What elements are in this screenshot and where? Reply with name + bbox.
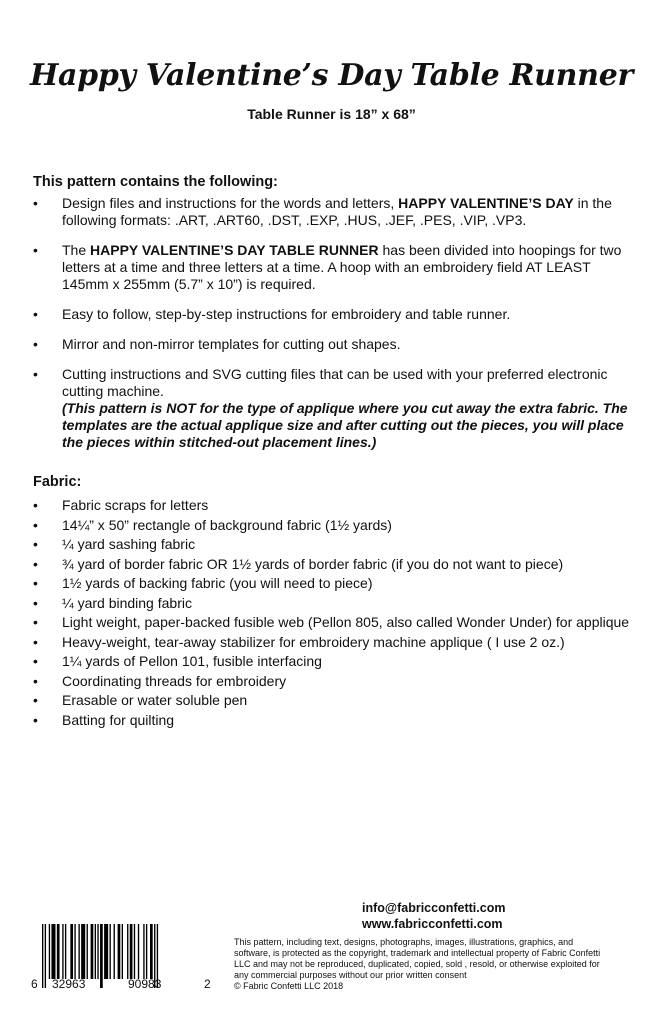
barcode-bar (143, 924, 144, 979)
list-item: • Heavy-weight, tear-away stabilizer for embroidery machine applique ( I use 2 oz.) (33, 634, 633, 651)
barcode-bar (45, 924, 46, 988)
copyright-notice (234, 937, 634, 992)
applique-note: (This pattern is NOT for the type of applique where you cut away the extra fabric. The templates are the actual applique size and after cutting out the pieces, you will place the pieces within stitched-out placement lines.) (62, 400, 628, 450)
legal-line: This pattern, including text, designs, photographs, images, illustrations, graphics, and (234, 937, 574, 947)
pattern-title: Happy Valentine’s Day Table Runner (30, 58, 633, 93)
list-item: • Cutting instructions and SVG cutting files that can be used with your preferred electronic cutting machine. (This pattern is NOT for the type of applique where you cut away the extra fabric. The templates are the actual applique size and after cutting out the pieces, you will place the pieces within stitched-out placement lines.) (33, 366, 633, 451)
legal-line: LLC and may not be reproduced, duplicated, copied, sold , resold, or otherwise exploited for (234, 959, 600, 969)
barcode-bar (146, 924, 147, 979)
list-item: • Light weight, paper-backed fusible web (Pellon 805, also called Wonder Under) for applique (33, 614, 633, 631)
email-link[interactable]: info@fabricconfetti.com (362, 901, 506, 915)
list-item: • Batting for quilting (33, 712, 633, 729)
legal-line: © Fabric Confetti LLC 2018 (234, 981, 344, 991)
barcode-bar (57, 924, 60, 979)
list-item: • Mirror and non-mirror templates for cutting out shapes. (33, 336, 633, 353)
list-item: • Design files and instructions for the words and letters, HAPPY VALENTINE’S DAY in the following formats: .ART, .ART60, .DST, .EXP, .HUS, .JEF, .PES, .VIP, .VP3. (33, 195, 633, 229)
barcode-bar (122, 924, 123, 979)
barcode-digit-first: 6 (31, 977, 38, 991)
list-item: • ¾ yard of border fabric OR 1½ yards of border fabric (if you do not want to piece) (33, 556, 633, 573)
barcode-bar (110, 924, 111, 979)
list-item: • ¼ yard sashing fabric (33, 536, 633, 553)
barcode-bar (74, 924, 75, 979)
barcode-bar (100, 924, 103, 988)
barcode-bar (118, 924, 121, 979)
barcode-bar (65, 924, 66, 979)
size-subtitle: Table Runner is 18” x 68” (247, 106, 416, 122)
barcode-bar (97, 924, 98, 979)
barcode-bar (51, 924, 55, 979)
barcode-group-left: 32963 (52, 977, 86, 991)
legal-line: any commercial purposes without our prior written consent (234, 970, 467, 980)
list-item: • Erasable or water soluble pen (33, 692, 633, 709)
legal-line: software, is protected as the copyright, trademark and intellectual property of Fabric Confetti (234, 948, 601, 958)
list-item: • 14¼” x 50” rectangle of background fabric (1½ yards) (33, 517, 633, 534)
barcode-bar (70, 924, 73, 979)
barcode-bar (91, 924, 94, 979)
barcode-bar (134, 924, 135, 979)
barcode-bar (78, 924, 79, 979)
barcode-digit-last: 2 (204, 977, 211, 991)
list-item: • The HAPPY VALENTINE’S DAY TABLE RUNNER has been divided into hoopings for two letters at a time and three letters at a time. A hoop with an embroidery field AT LEAST 145mm x 255mm (5.7” x 10”) is required. (33, 242, 633, 293)
contains-list (33, 195, 633, 464)
barcode-bar (95, 924, 96, 979)
fabric-heading: Fabric: (33, 474, 82, 490)
barcode-group-right: 90983 (128, 977, 162, 991)
list-item: • 1¼ yards of Pellon 101, fusible interfacing (33, 653, 633, 670)
list-item: • ¼ yard binding fabric (33, 595, 633, 612)
list-item: • Fabric scraps for letters (33, 497, 633, 514)
barcode-bar (114, 924, 115, 979)
barcode-bar (104, 924, 108, 979)
list-item: • Easy to follow, step-by-step instructions for embroidery and table runner. (33, 306, 633, 323)
website-link[interactable]: www.fabricconfetti.com (362, 917, 503, 931)
list-item: • Coordinating threads for embroidery (33, 673, 633, 690)
barcode-bar (49, 924, 50, 979)
list-item: • 1½ yards of backing fabric (you will need to piece) (33, 575, 633, 592)
barcode-bar (127, 924, 128, 979)
fabric-list (33, 497, 633, 731)
contact-block (362, 900, 505, 932)
contains-heading: This pattern contains the following: (33, 174, 278, 190)
barcode-bar (130, 924, 133, 979)
barcode-bar (62, 924, 63, 979)
barcode-bar (42, 924, 43, 988)
barcode-bar (87, 924, 88, 979)
barcode-bar (150, 924, 153, 979)
barcode-bar (81, 924, 85, 979)
barcode-bar (138, 924, 139, 979)
